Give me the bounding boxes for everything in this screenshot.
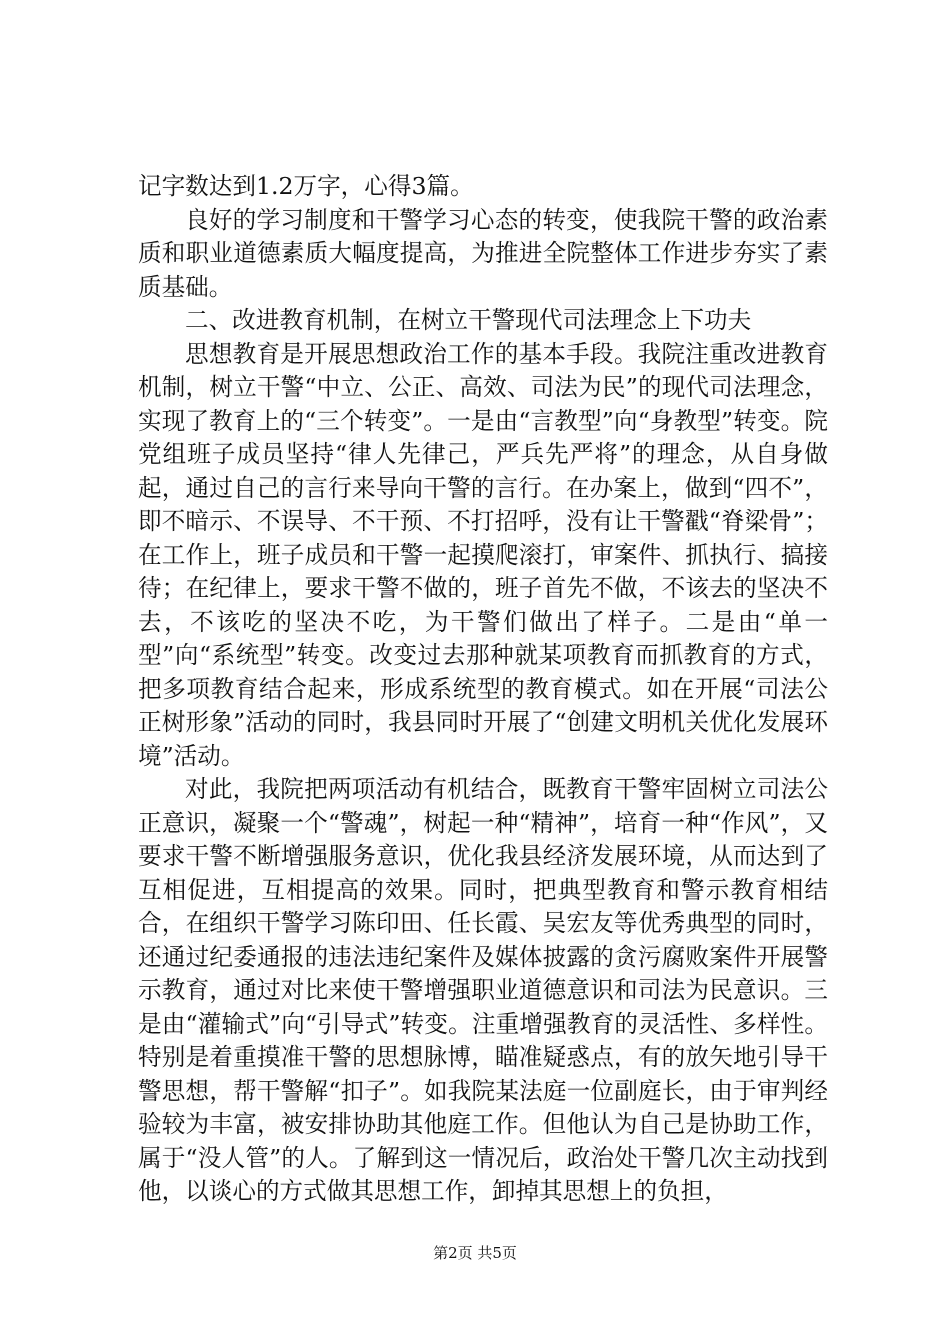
paragraph-2: 良好的学习制度和干警学习心态的转变，使我院干警的政治素质和职业道德素质大幅度提高，为推进全院整体工作进步夯实了素质基础。: [138, 205, 828, 301]
section-heading: 二、改进教育机制，在树立干警现代司法理念上下功夫: [185, 306, 752, 334]
page-footer: 第2页 共5页: [433, 1244, 517, 1262]
document-body: [138, 170, 828, 1209]
paragraph-3: 思想教育是开展思想政治工作的基本手段。我院注重改进教育机制，树立干警“中立、公正、高效、司法为民”的现代司法理念，实现了教育上的“三个转变”。一是由“言教型”向“身教型”转变。院党组班子成员坚持“律人先律己，严兵先严将”的理念，从自身做起，通过自己的言行来导向干警的言行。在办案上，做到“四不”，即不暗示、不误导、不干预、不打招呼，没有让干警戳“脊梁骨”；在工作上，班子成员和干警一起摸爬滚打，审案件、抓执行、搞接待；在纪律上，要求干警不做的，班子首先不做，不该去的坚决不去，不该吃的坚决不吃，为干警们做出了样子。二是由“单一型”向“系统型”转变。改变过去那种就某项教育而抓教育的方式，把多项教育结合起来，形成系统型的教育模式。如在开展“司法公正树形象”活动的同时，我县同时开展了“创建文明机关优化发展环境”活动。: [138, 339, 828, 770]
paragraph-4: 对此，我院把两项活动有机结合，既教育干警牢固树立司法公正意识，凝聚一个“警魂”，树起一种“精神”，培育一种“作风”，又要求干警不断增强服务意识，优化我县经济发展环境，从而达到了互相促进，互相提高的效果。同时，把典型教育和警示教育相结合，在组织干警学习陈印田、任长霞、吴宏友等优秀典型的同时，还通过纪委通报的违法违纪案件及媒体披露的贪污腐败案件开展警示教育，通过对比来使干警增强职业道德意识和司法为民意识。三是由“灌输式”向“引导式”转变。注重增强教育的灵活性、多样性。特别是着重摸准干警的思想脉博，瞄准疑惑点，有的放矢地引导干警思想，帮干警解“扣子”。如我院某法庭一位副庭长，由于审判经验较为丰富，被安排协助其他庭工作。但他认为自己是协助工作，属于“没人管”的人。了解到这一情况后，政治处干警几次主动找到他，以谈心的方式做其思想工作，卸掉其思想上的负担，: [138, 775, 828, 1205]
paragraph-1: 记字数达到1.2万字，心得3篇。: [138, 172, 474, 200]
